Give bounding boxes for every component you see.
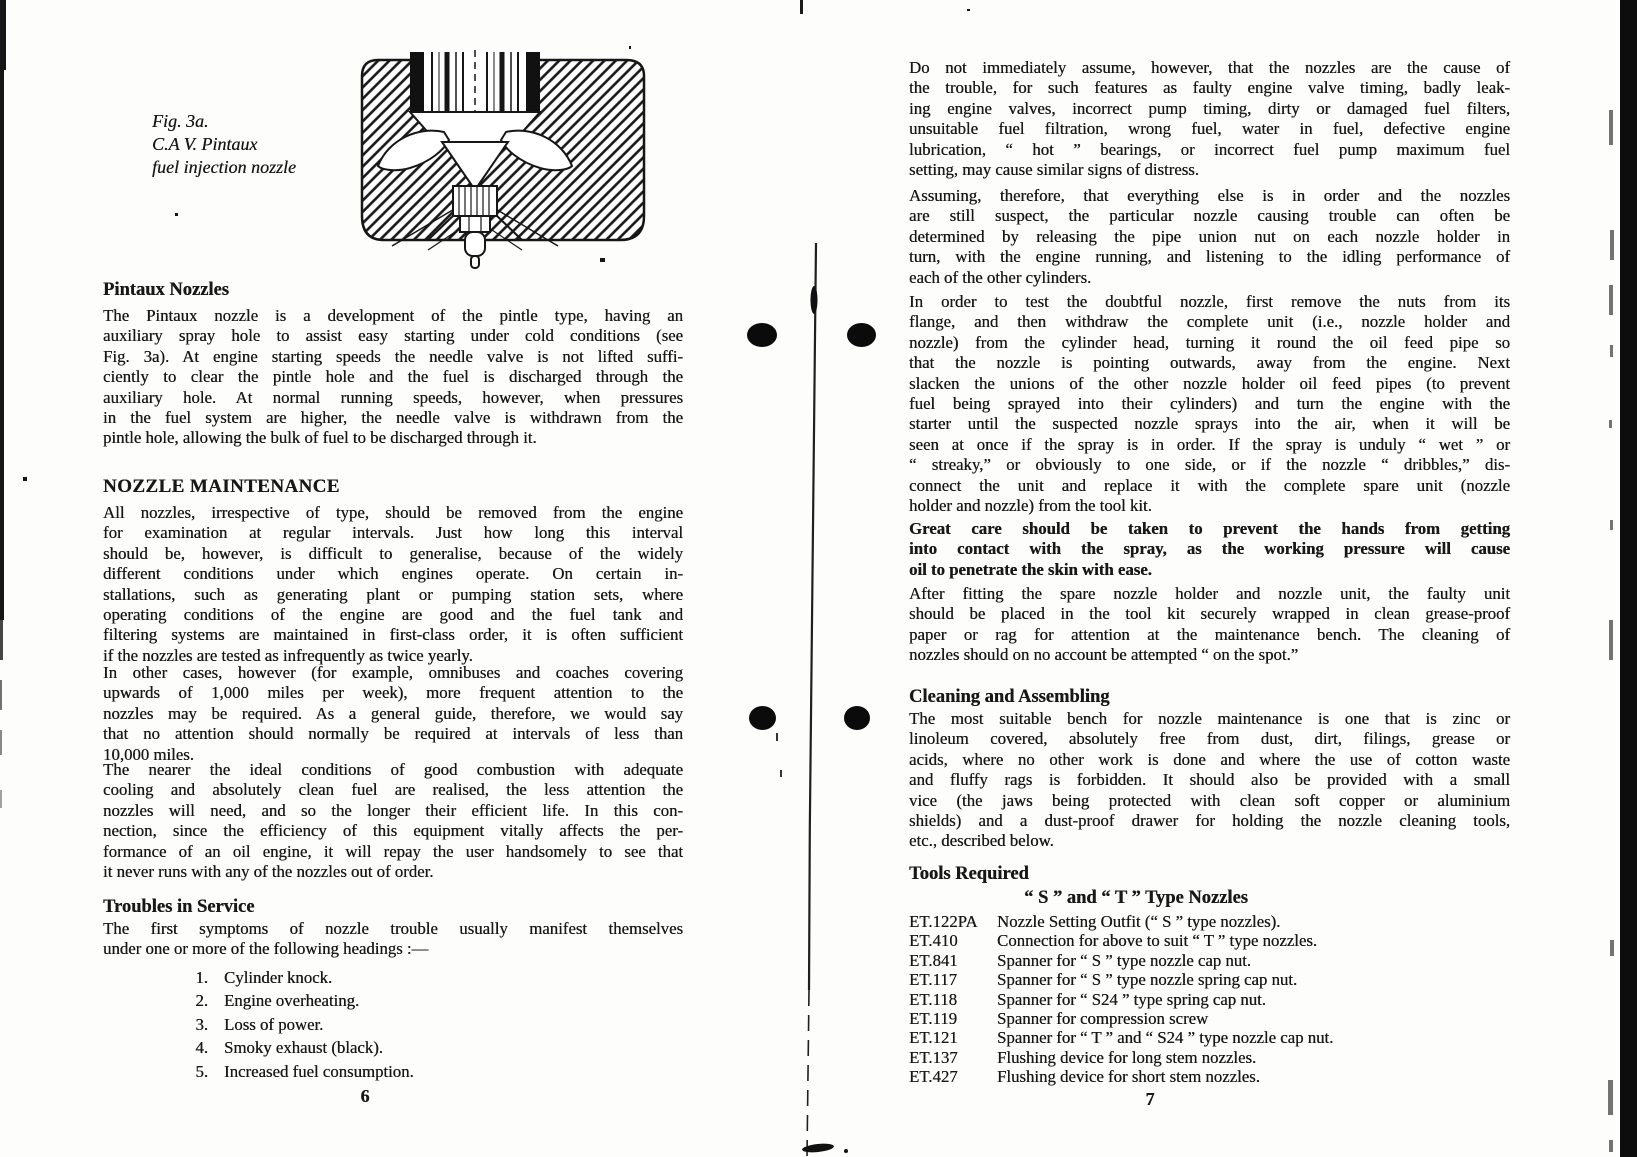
tool-code: ET.118 (909, 989, 957, 1009)
figure-caption-line: Fig. 3a. (152, 111, 209, 131)
tool-desc: Spanner for compression screw (997, 1008, 1209, 1028)
tool-code: ET.119 (909, 1008, 957, 1028)
list-item-text: Loss of power. (224, 1014, 324, 1034)
ink-speck (175, 213, 178, 216)
list-item-text: Smoky exhaust (black). (224, 1038, 383, 1058)
warning-paragraph: Great care should be taken to prevent the hands from getting into contact with the spray, as the working pressure will cause oil to penetrate the skin with ease. (909, 519, 1510, 579)
figure-caption-line: fuel injection nozzle (152, 157, 296, 177)
paragraph: The first symptoms of nozzle trouble usually manifest themselves under one or more of the following headings :— (103, 919, 683, 959)
paragraph: The Pintaux nozzle is a development of the pintle type, having an auxiliary spray hole to assist easy starting under cold conditions (see Fig. 3a). At engine starting speeds the needle valve is not lifted suffi- ciently to clear the pintle hole and the fuel is discharged through the auxiliary hole. At normal running speeds, however, when pressures in the fuel system are higher, the needle valve is withdrawn from the pintle hole, allowing the bulk of fuel to be discharged through it. (103, 306, 683, 448)
subheading-nozzle-types: “ S ” and “ T ” Type Nozzles (1024, 888, 1248, 908)
page-number-right: 7 (1145, 1089, 1155, 1109)
paragraph: Do not immediately assume, however, that the nozzles are the cause of the trouble, for such features as faulty engine valve timing, badly leak- ing engine valves, incorrect pump timing, dirty or damaged fuel filters, unsuitable fuel filtration, wrong fuel, water in fuel, defective engine lubrication, “ hot ” bearings, or incorrect fuel pump maximum fuel setting, may cause similar signs of distress. (909, 58, 1510, 180)
list-item-number: 1. (195, 968, 208, 987)
tool-desc: Flushing device for long stem nozzles. (997, 1047, 1257, 1067)
tool-code: ET.410 (909, 931, 958, 951)
list-item-number: 5. (195, 1061, 208, 1081)
heading-tools-required: Tools Required (909, 864, 1029, 884)
heading-cleaning-and-assembling: Cleaning and Assembling (909, 687, 1110, 707)
list-item-text: Increased fuel consumption. (224, 1061, 414, 1081)
ink-speck (967, 9, 970, 11)
paragraph: Assuming, therefore, that everything else is in order and the nozzles are still suspect, the particular nozzle causing trouble can often be determined by releasing the pipe union nut on each nozzle holder in turn, with the engine running, and listening to the idling performance of each of the other cylinders. (909, 186, 1510, 287)
tool-desc: Spanner for “ S ” type nozzle spring cap nut. (997, 970, 1298, 990)
page-number-left: 6 (360, 1086, 370, 1106)
paragraph: After fitting the spare nozzle holder and nozzle unit, the faulty unit should be placed in the tool kit securely wrapped in clean grease-proof paper or rag for attention at the maintenance bench. The cleaning of nozzles should on no account be attempted “ on the spot.” (909, 584, 1510, 665)
list-item-text: Engine overheating. (224, 991, 360, 1011)
tool-code: ET.117 (909, 970, 957, 990)
ink-speck (600, 258, 605, 262)
paragraph: All nozzles, irrespective of type, should be removed from the engine for examination at regular intervals. Just how long this interval should be, however, is difficult to generalise, because of the widely different conditions under which engines operate. On certain in- stallations, such as generating plant or pumping station sets, where operating conditions of the engine are good and the fuel tank and filtering systems are maintained in first-class order, it is often sufficient if the nozzles are tested as infrequently as twice yearly. (103, 503, 683, 665)
tool-code: ET.427 (909, 1067, 958, 1087)
figure-caption-line: C.A V. Pintaux (152, 134, 258, 154)
tool-desc: Nozzle Setting Outfit (“ S ” type nozzles). (997, 912, 1281, 931)
tool-desc: Spanner for “ T ” and “ S24 ” type nozzle cap nut. (997, 1028, 1334, 1048)
tool-code: ET.137 (909, 1047, 958, 1067)
tool-code: ET.122PA (909, 912, 978, 931)
list-item-number: 3. (195, 1014, 208, 1034)
tool-desc: Flushing device for short stem nozzles. (997, 1067, 1260, 1087)
heading-pintaux-nozzles: Pintaux Nozzles (103, 280, 229, 300)
list-item-number: 2. (195, 991, 208, 1011)
heading-troubles-in-service: Troubles in Service (103, 897, 255, 917)
tool-desc: Connection for above to suit “ T ” type nozzles. (997, 931, 1318, 951)
ink-speck (23, 477, 27, 481)
paragraph: The most suitable bench for nozzle maintenance is one that is zinc or linoleum covered, absolutely free from dust, dirt, filings, grease or acids, where no other work is done and where the use of cotton waste and fluffy rags is forbidden. It should also be provided with a small vice (the jaws being protected with clean soft copper or aluminium shields) and a dust-proof drawer for holding the nozzle cleaning tools, etc., described below. (909, 709, 1510, 851)
tool-desc: Spanner for “ S24 ” type spring cap nut. (997, 989, 1266, 1009)
list-item-text: Cylinder knock. (224, 968, 333, 987)
list-item-number: 4. (195, 1038, 208, 1058)
tool-code: ET.121 (909, 1028, 958, 1048)
tool-code: ET.841 (909, 950, 958, 970)
ink-speck (629, 46, 631, 49)
heading-nozzle-maintenance: NOZZLE MAINTENANCE (103, 476, 340, 497)
paragraph: In other cases, however (for example, omnibuses and coaches covering upwards of 1,000 miles per week), more frequent attention to the nozzles may be required. As a general guide, therefore, we would say that no attention should normally be required at intervals of less than 10,000 miles. (103, 663, 683, 764)
tool-desc: Spanner for “ S ” type nozzle cap nut. (997, 950, 1251, 970)
paragraph: In order to test the doubtful nozzle, first remove the nuts from its flange, and then withdraw the complete unit (i.e., nozzle holder and nozzle) from the cylinder head, turning it round the oil feed pipe so that the nozzle is pointing outwards, away from the engine. Next slacken the unions of the other nozzle holder oil feed pipes (to prevent fuel being sprayed into their cylinders) and turn the engine with the starter until the suspected nozzle sprays into the air, when it will be seen at once if the spray is in order. If the spray is unduly “ wet ” or “ streaky,” or obviously to one side, or if the nozzle “ dribbles,” dis- connect the unit and replace it with the complete spare unit (nozzle holder and nozzle) from the tool kit. (909, 292, 1510, 516)
paragraph: The nearer the ideal conditions of good combustion with adequate cooling and absolutely clean fuel are realised, the less attention the nozzles will need, and so the longer their efficient life. In this con- nection, since the efficiency of this equipment vitally affects the per- formance of an oil engine, it will repay the user handsomely to see that it never runs with any of the nozzles out of order. (103, 760, 683, 882)
